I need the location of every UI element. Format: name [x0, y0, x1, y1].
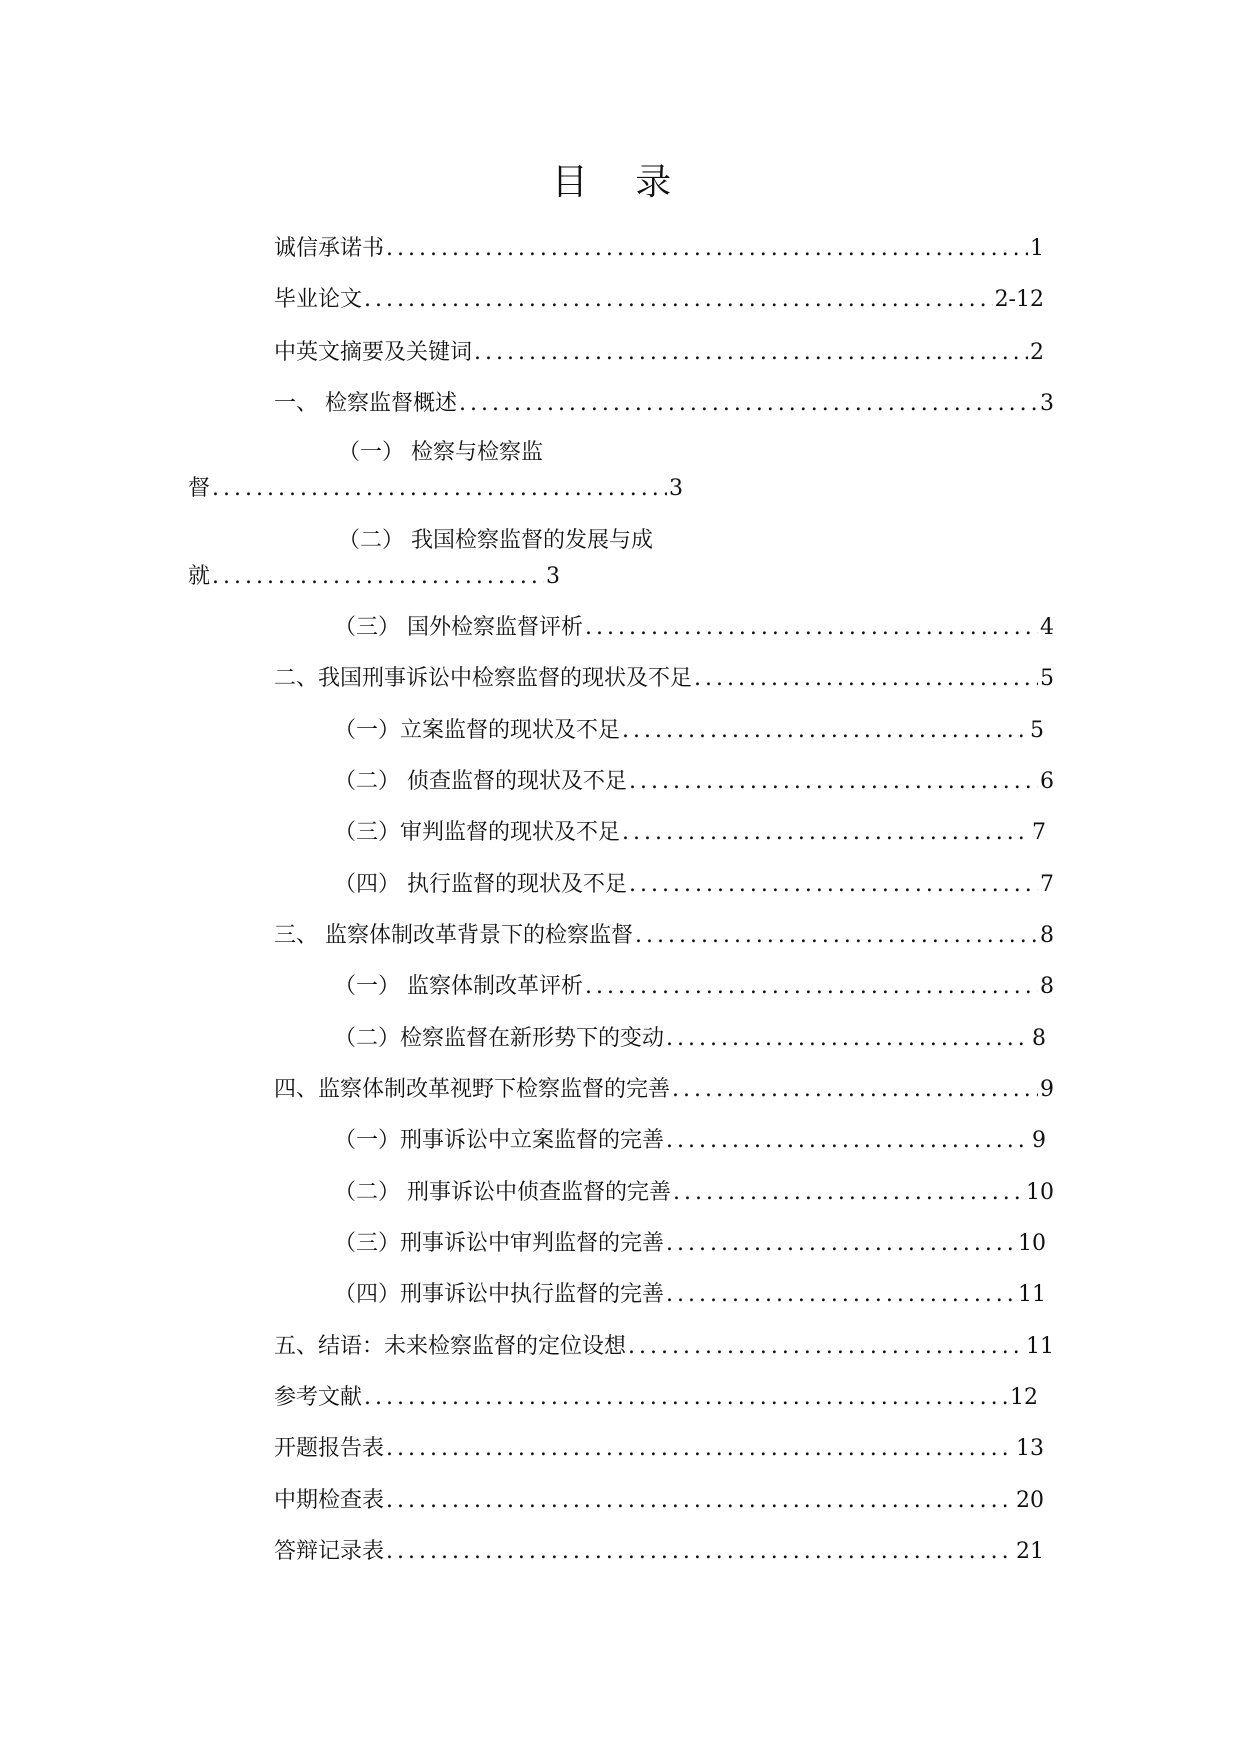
toc-label: 督	[188, 476, 211, 501]
toc-label: （三）刑事诉讼中审判监督的完善	[334, 1231, 665, 1256]
toc-page-number: 8	[1032, 1026, 1046, 1051]
toc-label: （一） 监察体制改革评析	[334, 974, 583, 999]
toc-entry-2-1[interactable]	[334, 716, 1044, 746]
toc-leader-dots	[386, 234, 1028, 264]
toc-page-number: 1	[1030, 236, 1044, 261]
toc-page-number: 9	[1032, 1128, 1046, 1153]
toc-page-number: 7	[1032, 820, 1046, 845]
toc-page-number: 3	[546, 564, 560, 589]
toc-label: （四）刑事诉讼中执行监督的完善	[334, 1282, 665, 1307]
toc-label: （二） 刑事诉讼中侦查监督的完善	[334, 1180, 671, 1205]
toc-leader-dots	[629, 767, 1038, 797]
toc-label: （一）立案监督的现状及不足	[334, 718, 621, 743]
toc-page-number: 9	[1040, 1077, 1054, 1102]
toc-page-number: 6	[1040, 769, 1054, 794]
toc-page-number: 10	[1018, 1231, 1046, 1256]
toc-entry-chapter-4[interactable]	[274, 1075, 1054, 1105]
toc-page-number: 12	[1010, 1385, 1038, 1410]
toc-page-number: 2	[1030, 340, 1044, 365]
toc-leader-dots	[622, 818, 1030, 848]
toc-leader-dots	[628, 1332, 1024, 1362]
toc-leader-dots	[666, 1280, 1016, 1310]
toc-entry-biye[interactable]	[274, 285, 1044, 315]
toc-leader-dots	[459, 389, 1038, 419]
toc-leader-dots	[212, 474, 667, 504]
toc-page-number: 5	[1030, 718, 1044, 743]
toc-label: 五、结语：未来检察监督的定位设想	[274, 1334, 627, 1359]
toc-page-number: 3	[669, 476, 683, 501]
toc-entry-chengxin[interactable]	[274, 234, 1044, 264]
toc-page-number: 11	[1026, 1334, 1054, 1359]
toc-page-number: 4	[1040, 615, 1054, 640]
toc-entry-3-1[interactable]	[334, 972, 1054, 1002]
toc-entry-defense-record[interactable]	[274, 1537, 1044, 1567]
toc-label: （三） 国外检察监督评析	[334, 615, 583, 640]
toc-label: 就	[188, 564, 211, 589]
page-title: 目 录	[551, 162, 690, 203]
toc-label: 开题报告表	[274, 1436, 385, 1461]
toc-leader-dots	[585, 972, 1038, 1002]
toc-entry-chapter-3[interactable]	[274, 921, 1054, 951]
toc-label: 四、监察体制改革视野下检察监督的完善	[274, 1077, 671, 1102]
toc-entry-midterm-check[interactable]	[274, 1486, 1044, 1516]
toc-leader-dots	[694, 664, 1038, 694]
toc-label: 中英文摘要及关键词	[274, 340, 473, 365]
toc-entry-3-2[interactable]	[334, 1024, 1046, 1054]
toc-label: 一、 检察监督概述	[274, 391, 457, 416]
toc-leader-dots	[635, 921, 1038, 951]
toc-page-number: 2-12	[994, 287, 1044, 312]
toc-page-number: 13	[1016, 1436, 1044, 1461]
toc-entry-1-2-label-part1[interactable]: （二） 我国检察监督的发展与成	[338, 528, 653, 553]
toc-page-number: 11	[1018, 1282, 1046, 1307]
toc-leader-dots	[364, 285, 993, 315]
toc-leader-dots	[672, 1075, 1038, 1105]
toc-label: 答辩记录表	[274, 1539, 385, 1564]
toc-leader-dots	[386, 1537, 1014, 1567]
toc-entry-proposal-report[interactable]	[274, 1434, 1044, 1464]
toc-entry-4-3[interactable]	[334, 1229, 1046, 1259]
toc-leader-dots	[666, 1024, 1030, 1054]
toc-label: （一）刑事诉讼中立案监督的完善	[334, 1128, 665, 1153]
toc-leader-dots	[364, 1383, 1008, 1413]
toc-page-number: 5	[1040, 666, 1054, 691]
toc-leader-dots	[666, 1229, 1016, 1259]
toc-page-number: 8	[1040, 974, 1054, 999]
toc-label: （三）审判监督的现状及不足	[334, 820, 621, 845]
toc-label: 中期检查表	[274, 1488, 385, 1513]
toc-entry-1-3[interactable]	[334, 613, 1054, 643]
toc-label: （二） 侦查监督的现状及不足	[334, 769, 627, 794]
toc-page-number: 3	[1040, 391, 1054, 416]
toc-entry-4-2[interactable]	[334, 1178, 1054, 1208]
toc-leader-dots	[212, 562, 544, 592]
toc-label: 参考文献	[274, 1385, 363, 1410]
toc-entry-2-3[interactable]	[334, 818, 1046, 848]
toc-entry-4-4[interactable]	[334, 1280, 1046, 1310]
toc-label: 诚信承诺书	[274, 236, 385, 261]
toc-leader-dots	[474, 338, 1028, 368]
toc-entry-chapter-2[interactable]	[274, 664, 1054, 694]
toc-page-number: 20	[1016, 1488, 1044, 1513]
toc-entry-1-2[interactable]	[188, 562, 560, 592]
toc-leader-dots	[629, 870, 1038, 900]
toc-leader-dots	[386, 1486, 1014, 1516]
toc-entry-chapter-1[interactable]	[274, 389, 1054, 419]
toc-entry-chapter-5[interactable]	[274, 1332, 1054, 1362]
toc-entry-1-1[interactable]	[188, 474, 683, 504]
toc-label: （四） 执行监督的现状及不足	[334, 872, 627, 897]
toc-leader-dots	[585, 613, 1038, 643]
toc-entry-2-2[interactable]	[334, 767, 1054, 797]
toc-entry-4-1[interactable]	[334, 1126, 1046, 1156]
toc-leader-dots	[622, 716, 1028, 746]
toc-label: （二）检察监督在新形势下的变动	[334, 1026, 665, 1051]
toc-label: 毕业论文	[274, 287, 363, 312]
toc-label: 三、 监察体制改革背景下的检察监督	[274, 923, 633, 948]
toc-entry-references[interactable]	[274, 1383, 1038, 1413]
toc-leader-dots	[666, 1126, 1030, 1156]
toc-leader-dots	[386, 1434, 1014, 1464]
toc-leader-dots	[673, 1178, 1024, 1208]
toc-page-number: 8	[1040, 923, 1054, 948]
toc-entry-2-4[interactable]	[334, 870, 1054, 900]
toc-entry-1-1-label-part1[interactable]: （一） 检察与检察监	[338, 440, 543, 465]
toc-page-number: 7	[1040, 872, 1054, 897]
toc-label: 二、我国刑事诉讼中检察监督的现状及不足	[274, 666, 693, 691]
toc-page-number: 10	[1026, 1180, 1054, 1205]
toc-entry-zhaiyao[interactable]	[274, 338, 1044, 368]
toc-page-number: 21	[1016, 1539, 1044, 1564]
